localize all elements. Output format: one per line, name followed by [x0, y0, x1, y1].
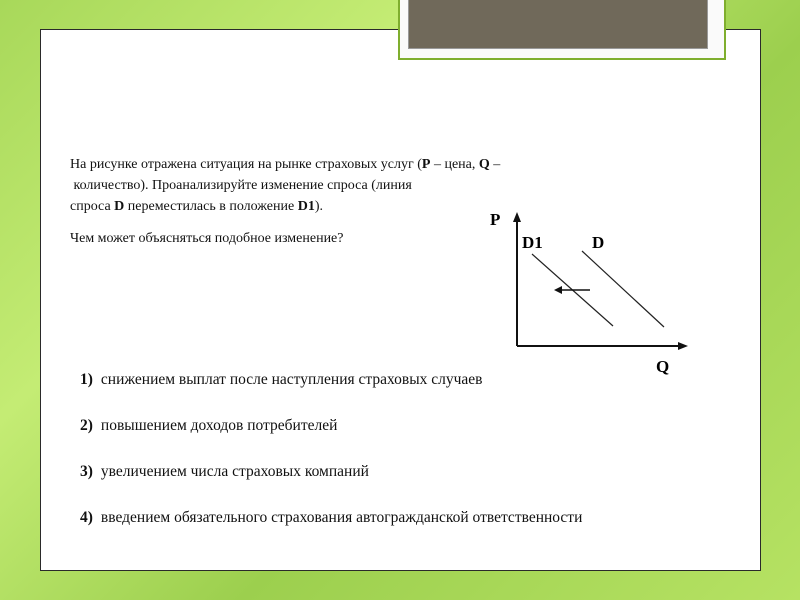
d-curve — [582, 251, 664, 327]
title-frame — [398, 0, 726, 60]
d-label: D — [592, 233, 605, 252]
x-axis-label: Q — [656, 357, 670, 376]
answer-3[interactable] — [80, 463, 369, 481]
question-line-2: количество). Проанализируйте изменение спроса (линия — [70, 178, 412, 193]
question-line-3 — [70, 196, 323, 217]
text: На рисунке отражена ситуация на рынке страховых услуг ( — [70, 157, 422, 172]
question-line-4: Чем может объясняться подобное изменение? — [70, 231, 344, 246]
x-axis-arrow — [678, 342, 688, 350]
answer-text: повышением доходов потребителей — [100, 417, 338, 434]
answer-number: 1) — [80, 371, 93, 388]
question-line-1 — [70, 154, 500, 175]
d1-label: D1 — [522, 233, 543, 252]
text: переместилась в положение — [124, 199, 298, 214]
shift-arrow-head — [554, 286, 562, 294]
text: ). — [314, 199, 323, 214]
text: P — [421, 157, 431, 172]
y-axis-label: P — [490, 210, 501, 229]
text: Q — [478, 157, 490, 172]
title-placeholder — [408, 0, 708, 49]
text: – цена, — [430, 157, 479, 172]
answer-number: 3) — [80, 463, 93, 480]
answer-text: введением обязательного страхования автогражданской ответственности — [100, 509, 583, 526]
answer-4[interactable] — [80, 509, 582, 527]
answer-number: 4) — [80, 509, 93, 526]
answer-1[interactable] — [80, 371, 482, 389]
text: D — [114, 199, 125, 214]
answer-text: увеличением числа страховых компаний — [100, 463, 369, 480]
demand-shift-diagram — [470, 200, 710, 380]
answer-number: 2) — [80, 417, 93, 434]
text: спроса — [70, 199, 115, 214]
y-axis-arrow — [513, 212, 521, 222]
answer-2[interactable] — [80, 417, 337, 435]
answer-text: снижением выплат после наступления страховых случаев — [100, 371, 483, 388]
text: D1 — [297, 199, 315, 214]
text: – — [489, 157, 501, 172]
